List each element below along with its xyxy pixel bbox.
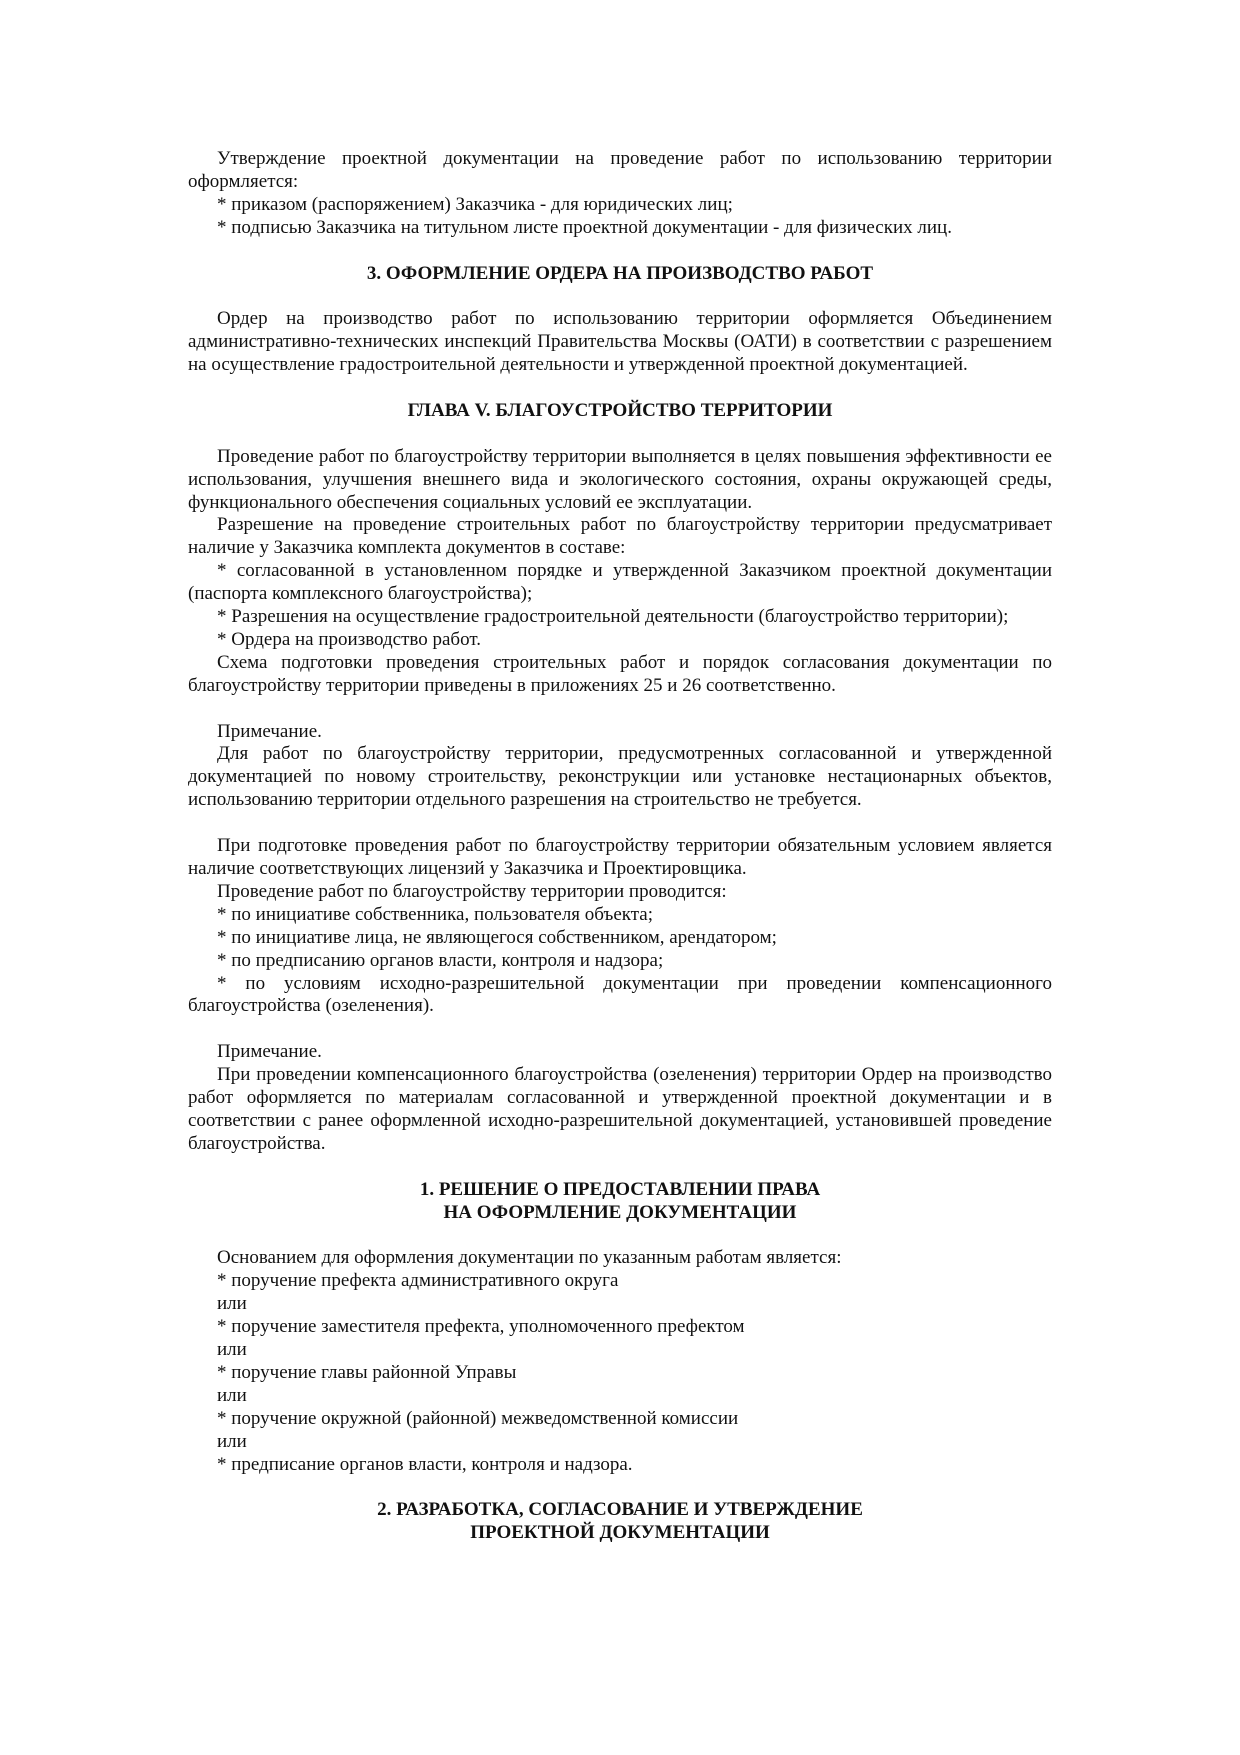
paragraph: или (217, 1430, 247, 1452)
paragraph: Разрешение на проведение строительных работ по благоустройству территории предусматривает наличие у Заказчика комплекта документов в составе: (188, 514, 1052, 559)
paragraph: Для работ по благоустройству территории, предусмотренных согласованной и утвержденной документацией по новому строительству, реконструкции или установке нестационарных объектов, использованию территории отдельного разрешения на строительство не требуется. (188, 743, 1052, 811)
section-heading: 3. ОФОРМЛЕНИЕ ОРДЕРА НА ПРОИЗВОДСТВО РАБОТ (366, 262, 874, 284)
paragraph: * Ордера на производство работ. (217, 628, 481, 650)
paragraph: * поручение главы районной Управы (217, 1361, 517, 1383)
paragraph: Примечание. (217, 1041, 322, 1063)
blank-line (188, 377, 1052, 400)
paragraph: * по условиям исходно-разрешительной документации при проведении компенсационного благоустройства (озеленения). (188, 972, 1052, 1017)
paragraph: * поручение окружной (районной) межведомственной комиссии (217, 1407, 739, 1429)
blank-line (188, 1224, 1052, 1247)
paragraph: Схема подготовки проведения строительных работ и порядок согласования документации по благоустройству территории приведены в приложениях 25 и 26 соответственно. (188, 651, 1052, 696)
document-page (188, 148, 1052, 1545)
paragraph: Основанием для оформления документации по указанным работам является: (217, 1247, 842, 1269)
blank-line (188, 812, 1052, 835)
paragraph: или (217, 1384, 247, 1406)
paragraph: * приказом (распоряжением) Заказчика - для юридических лиц; (217, 193, 733, 215)
section-heading: 1. РЕШЕНИЕ О ПРЕДОСТАВЛЕНИИ ПРАВА (419, 1178, 821, 1200)
blank-line (188, 1476, 1052, 1499)
paragraph: Проведение работ по благоустройству территории проводится: (217, 880, 727, 902)
paragraph: * поручение заместителя префекта, уполномоченного префектом (217, 1316, 745, 1338)
section-heading: ПРОЕКТНОЙ ДОКУМЕНТАЦИИ (470, 1522, 770, 1544)
blank-line (188, 285, 1052, 308)
section-heading: НА ОФОРМЛЕНИЕ ДОКУМЕНТАЦИИ (443, 1201, 797, 1223)
blank-line (188, 1156, 1052, 1179)
paragraph: * согласованной в установленном порядке и утвержденной Заказчиком проектной документации (паспорта комплексного благоустройства); (188, 560, 1052, 605)
paragraph: Ордер на производство работ по использованию территории оформляется Объединением административно-технических инспекций Правительства Москвы (ОАТИ) в соответствии с разрешением на осуществление градостроительной деятельности и утвержденной проектной документацией. (188, 308, 1052, 376)
paragraph: * по предписанию органов власти, контроля и надзора; (217, 949, 664, 971)
paragraph: * Разрешения на осуществление градостроительной деятельности (благоустройство территории); (217, 606, 1009, 628)
paragraph: Утверждение проектной документации на проведение работ по использованию территории оформляется: (188, 148, 1052, 192)
blank-line (188, 1018, 1052, 1041)
blank-line (188, 240, 1052, 263)
blank-line (188, 423, 1052, 446)
paragraph: * поручение префекта административного округа (217, 1270, 619, 1292)
paragraph: * по инициативе лица, не являющегося собственником, арендатором; (217, 926, 777, 948)
section-heading: ГЛАВА V. БЛАГОУСТРОЙСТВО ТЕРРИТОРИИ (407, 399, 833, 421)
paragraph: При проведении компенсационного благоустройства (озеленения) территории Ордер на производство работ оформляется по материалам согласованной и утвержденной проектной документации и в соответствии с ранее оформленной исходно-разрешительной документацией, установившей проведение благоустройства. (188, 1064, 1052, 1154)
paragraph: При подготовке проведения работ по благоустройству территории обязательным условием является наличие соответствующих лицензий у Заказчика и Проектировщика. (188, 835, 1052, 879)
paragraph: * по инициативе собственника, пользователя объекта; (217, 903, 653, 925)
section-heading: 2. РАЗРАБОТКА, СОГЛАСОВАНИЕ И УТВЕРЖДЕНИЕ (377, 1499, 863, 1521)
paragraph: Проведение работ по благоустройству территории выполняется в целях повышения эффективности ее использования, улучшения внешнего вида и экологического состояния, охраны окружающей среды, функционального обеспечения социальных условий ее эксплуатации. (188, 445, 1052, 513)
paragraph: или (217, 1293, 247, 1315)
blank-line (188, 698, 1052, 721)
paragraph: * подписью Заказчика на титульном листе проектной документации - для физических лиц. (217, 216, 952, 238)
paragraph: * предписание органов власти, контроля и надзора. (217, 1453, 633, 1475)
paragraph: или (217, 1338, 247, 1360)
paragraph: Примечание. (217, 720, 322, 742)
